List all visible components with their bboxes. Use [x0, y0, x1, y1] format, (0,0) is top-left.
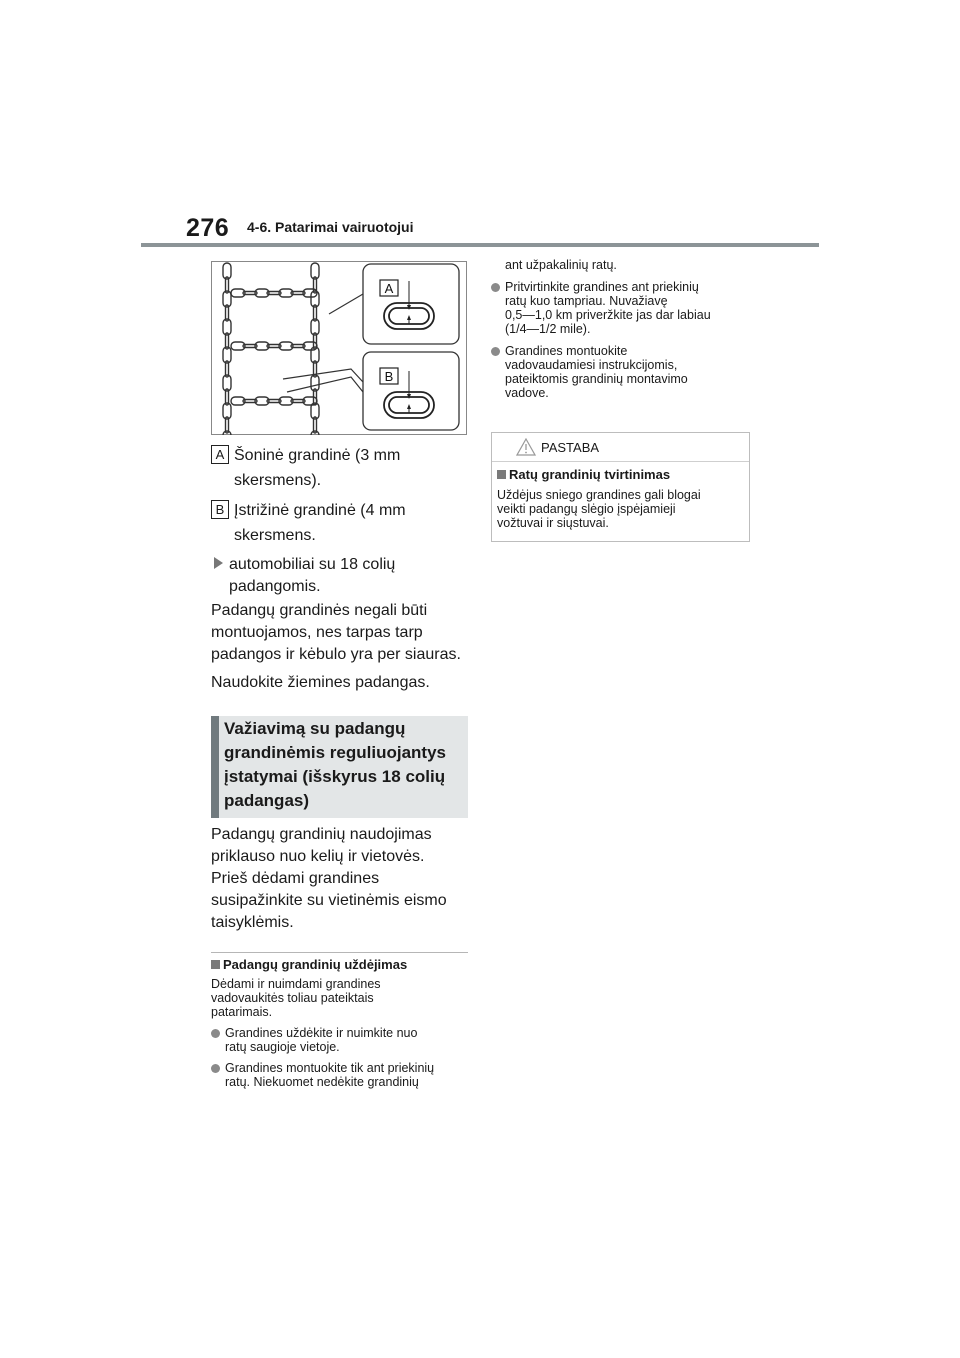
tire-chain-illustration — [211, 261, 467, 435]
note-text: Uždėjus sniego grandines gali blogai veikti padangų slėgio įspėjamieji vožtuvai ir siųstuvai. — [497, 488, 701, 530]
section-heading: Važiavimą su padangų grandinėmis reguliuojantys įstatymai (išskyrus 18 colių padangas) — [224, 719, 446, 810]
list-item: Grandines montuokite vadovaudamiesi instrukcijomis, pateiktomis grandinių montavimo vadove. — [491, 344, 753, 400]
tip-item: automobiliai su 18 colių padangomis. — [211, 554, 471, 598]
triangle-bullet-icon — [214, 557, 223, 569]
section-title: 4-6. Patarimai vairuotojui — [247, 219, 414, 235]
paragraph-3: Padangų grandinių naudojimas priklauso nuo kelių ir vietovės. Prieš dėdami grandines susipažinkite su vietinėmis eismo taisyklėmis. — [211, 826, 447, 931]
circle-bullet-icon — [491, 347, 500, 356]
paragraph-2: Naudokite žiemines padangas. — [211, 674, 430, 691]
section-heading-bar — [211, 716, 219, 818]
circle-bullet-icon — [491, 283, 500, 292]
divider — [211, 952, 468, 953]
list-item: Pritvirtinkite grandines ant priekinių ratų kuo tampriau. Nuvažiavę 0,5—1,0 km priveržkite jas dar labiau (1/4—1/2 mile). — [491, 280, 753, 336]
circle-bullet-icon — [211, 1029, 220, 1038]
note-subhead: Ratų grandinių tvirtinimas — [509, 467, 671, 482]
note-title: PASTABA — [541, 440, 600, 455]
caption-a: A Šoninė grandinė (3 mm skersmens). — [211, 445, 471, 492]
warning-icon — [516, 438, 536, 461]
caption-key-b: B — [211, 500, 229, 519]
header-rule — [141, 243, 819, 247]
note-box — [491, 432, 750, 542]
note-header — [492, 433, 749, 462]
chain-section-title: Padangų grandinių uždėjimas — [223, 957, 408, 972]
list-item: Grandines montuokite tik ant priekinių ratų. Niekuomet nedėkite grandinių — [211, 1061, 471, 1089]
right-column: ant užpakalinių ratų. Pritvirtinkite grandines ant priekinių ratų kuo tampriau. Nuvažiavę 0,5—1,0 km priveržkite jas dar labiau (1/4—1/2 mile). Grandines montuokite vadovaudamiesi instrukcijomis, pateiktomis grandinių montavimo vadove. — [491, 258, 753, 400]
figure-label-a: A — [384, 281, 394, 296]
page-number: 276 — [186, 214, 230, 242]
square-bullet-icon — [497, 470, 506, 479]
caption-key-a: A — [211, 445, 229, 464]
square-bullet-icon — [211, 960, 220, 969]
chain-installation-section: Padangų grandinių uždėjimas Dėdami ir nuimdami grandines vadovaukitės toliau pateiktais patarimais. Grandines uždėkite ir nuimkite nuo ratų saugioje vietoje. Grandines montuokite tik ant priekinių ratų. Niekuomet nedėkite grandinių — [211, 958, 471, 1089]
paragraph-1: Padangų grandinės negali būti montuojamos, nes tarpas tarp padangos ir kėbulo yra per siauras. — [211, 602, 461, 663]
caption-b: B Įstrižinė grandinė (4 mm skersmens. — [211, 500, 471, 547]
figure-label-b: B — [384, 369, 394, 384]
list-item: Grandines uždėkite ir nuimkite nuo ratų saugioje vietoje. — [211, 1026, 471, 1054]
circle-bullet-icon — [211, 1064, 220, 1073]
